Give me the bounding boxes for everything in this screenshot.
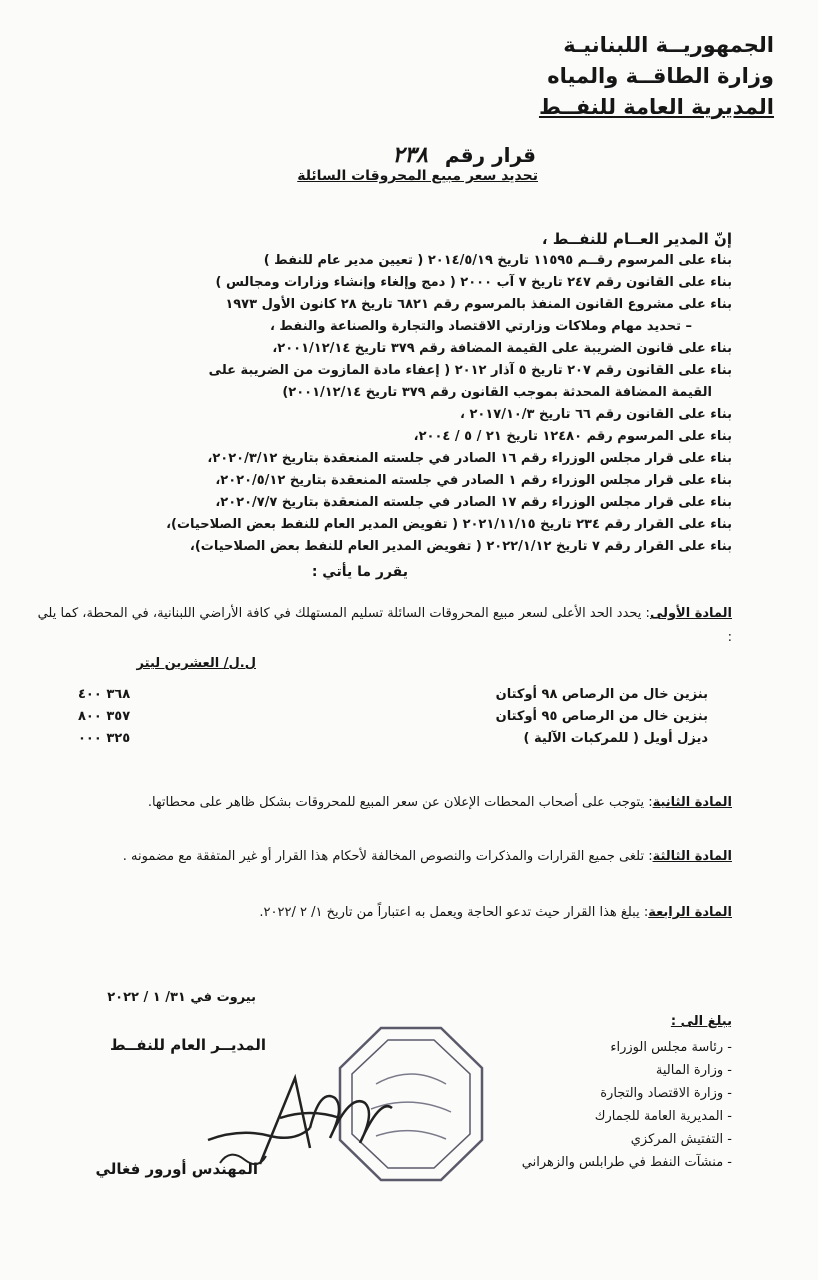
legal-basis: بناء على قانون الضريبة على القيمة المضافة رقم ٣٧٩ تاريخ ٢٠٠١/١٢/١٤، (272, 341, 732, 356)
handwritten-signature-icon (200, 1068, 400, 1178)
fuel-price: ٣٦٨ ٤٠٠ (78, 687, 131, 702)
legal-basis: بناء على القانون رقم ٢٤٧ تاريخ ٧ آب ٢٠٠٠ ( دمج وإلغاء وإنشاء وزارات ومجالس ) (215, 275, 732, 290)
article-2-text: : يتوجب على أصحاب المحطات الإعلان عن سعر المبيع للمحروقات بشكل ظاهر على محطاتها. (147, 795, 653, 810)
fuel-price: ٣٢٥ ٠٠٠ (78, 731, 131, 746)
decision-title (392, 142, 536, 168)
article-1-label: المادة الأولى (649, 606, 732, 621)
letterhead (539, 30, 774, 123)
article-4 (32, 902, 732, 924)
distribution-title: يبلغ الى : (670, 1014, 732, 1029)
price-table (78, 684, 708, 750)
decision-title-label: قرار رقم (444, 143, 536, 167)
legal-basis: بناء على المرسوم رقــم ١١٥٩٥ تاريخ ٢٠١٤/٥/١٩ ( تعيين مدير عام للنفط ) (263, 253, 732, 268)
decision-subtitle: تحديد سعر مبيع المحروقات السائلة (297, 168, 538, 184)
legal-bases (32, 250, 732, 558)
article-4-text: : يبلغ هذا القرار حيث تدعو الحاجة ويعمل به اعتباراً من تاريخ ١/ ٢ /٢٠٢٢. (259, 905, 649, 920)
list-item: - رئاسة مجلس الوزراء (522, 1036, 732, 1059)
list-item: - المديرية العامة للجمارك (522, 1105, 732, 1128)
legal-basis: بناء على القانون رقم ٦٦ تاريخ ٢٠١٧/١٠/٣ ، (459, 407, 732, 422)
legal-basis: بناء على القانون رقم ٢٠٧ تاريخ ٥ آذار ٢٠١٢ ( إعفاء مادة المازوت من الضريبة على (208, 363, 732, 378)
list-item: - وزارة الاقتصاد والتجارة (522, 1082, 732, 1105)
signatory-title: المديــر العام للنفــط (109, 1036, 266, 1054)
decision-number: ٢٣٨ (392, 142, 428, 168)
price-unit-label: ل.ل/ العشرين ليتر (136, 656, 256, 671)
article-3 (32, 846, 732, 868)
list-item: - وزارة المالية (522, 1059, 732, 1082)
price-row (78, 706, 708, 728)
article-2 (32, 792, 732, 814)
article-3-label: المادة الثالثة (652, 849, 732, 864)
legal-basis: القيمة المضافة المحدثة بموجب القانون رقم ٣٧٩ تاريخ ٢٠٠١/١٢/١٤) (282, 385, 712, 400)
directorate-name: المديرية العامة للنفــط (538, 95, 774, 119)
fuel-name: بنزين خال من الرصاص ٩٥ أوكتان (495, 709, 708, 724)
article-4-label: المادة الرابعة (648, 905, 732, 920)
legal-basis: بناء على قرار مجلس الوزراء رقم ١٧ الصادر في جلسته المنعقدة بتاريخ ٢٠٢٠/٧/٧، (215, 495, 732, 510)
fuel-price: ٣٥٧ ٨٠٠ (78, 709, 131, 724)
legal-basis: بناء على قرار مجلس الوزراء رقم ١٦ الصادر في جلسته المنعقدة بتاريخ ٢٠٢٠/٣/١٢، (207, 451, 732, 466)
ministry-name: وزارة الطاقــة والمياه (547, 64, 774, 88)
place-and-date: بيروت في ٣١/ ١ / ٢٠٢٢ (107, 990, 256, 1005)
article-1-text: : يحدد الحد الأعلى لسعر مبيع المحروقات السائلة تسليم المستهلك في كافة الأراضي اللبنانية، في المحطة، كما يلي : (37, 606, 732, 645)
intro-line: إنّ المدير العــام للنفــط ، (541, 230, 732, 248)
country-name: الجمهوريــة اللبنانيـة (563, 33, 774, 57)
price-row (78, 684, 708, 706)
legal-basis: بناء على المرسوم رقم ١٢٤٨٠ تاريخ ٢١ / ٥ / ٢٠٠٤، (413, 429, 732, 444)
legal-basis: بناء على القرار رقم ٧ تاريخ ٢٠٢٢/١/١٢ ( تفويض المدير العام للنفط بعض الصلاحيات)، (189, 539, 732, 554)
resolve-heading: يقرر ما يأتي : (311, 564, 408, 580)
legal-basis: بناء على مشروع القانون المنفذ بالمرسوم رقم ٦٨٢١ تاريخ ٢٨ كانون الأول ١٩٧٣ (225, 297, 732, 312)
list-item: - منشآت النفط في طرابلس والزهراني (522, 1151, 732, 1174)
fuel-name: بنزين خال من الرصاص ٩٨ أوكتان (495, 687, 708, 702)
legal-basis: بناء على قرار مجلس الوزراء رقم ١ الصادر في جلسته المنعقدة بتاريخ ٢٠٢٠/٥/١٢، (215, 473, 732, 488)
distribution-list (522, 1036, 732, 1174)
signatory-name: المهندس أورور فغالي (95, 1160, 258, 1178)
article-2-label: المادة الثانية (652, 795, 732, 810)
list-item: - التفتيش المركزي (522, 1128, 732, 1151)
article-3-text: : تلغى جميع القرارات والمذكرات والنصوص المخالفة لأحكام هذا القرار أو غير المتفقة مع مضمونه . (122, 849, 653, 864)
legal-basis: بناء على القرار رقم ٢٣٤ تاريخ ٢٠٢١/١١/١٥ ( تفويض المدير العام للنفط بعض الصلاحيات)، (166, 517, 732, 532)
fuel-name: ديزل أويل ( للمركبات الآلية ) (523, 731, 708, 746)
price-row (78, 728, 708, 750)
article-1 (32, 602, 732, 650)
legal-basis: – تحديد مهام وملاكات وزارتي الاقتصاد والتجارة والصناعة والنفط ، (269, 319, 692, 334)
